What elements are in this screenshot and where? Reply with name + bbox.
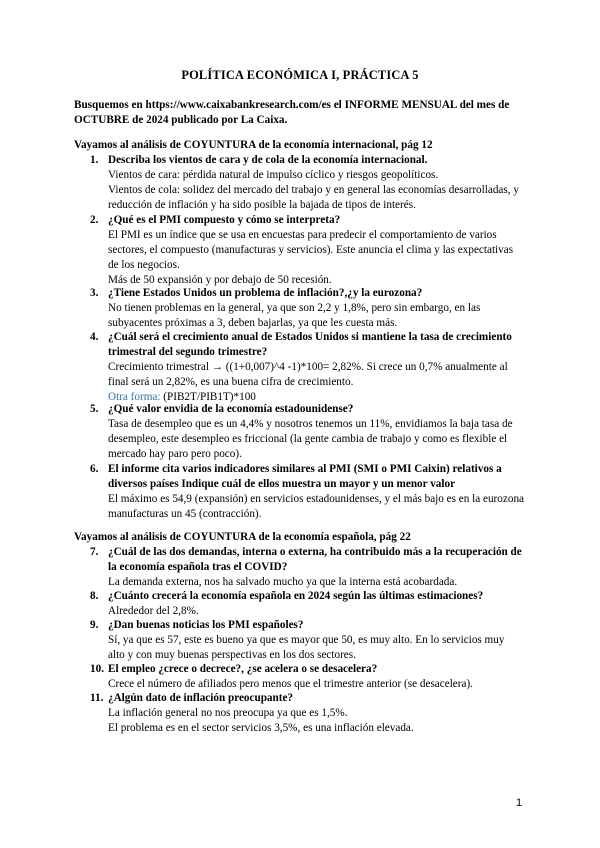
question-item	[90, 462, 524, 522]
intro-paragraph: Busquemos en https://www.caixabankresearch.com/es el INFORME MENSUAL del mes de OCTUBRE de 2024 publicado por La Caixa.	[74, 99, 510, 126]
question-text: ¿Algún dato de inflación preocupante?	[108, 692, 294, 704]
answer-text: Crece el número de afiliados pero menos que el trimestre anterior (se desacelera).	[108, 678, 473, 690]
page-number: 1	[516, 797, 523, 809]
question-number: 10.	[90, 663, 104, 675]
question-text: ¿Cuál de las dos demandas, interna o externa, ha contribuido más a la recuperación de la economía española tras el COVID?	[108, 546, 522, 573]
answer-text: Sí, ya que es 57, este es bueno ya que es mayor que 50, es muy alto. En lo servicios muy alto y con muy buenas perspectivas en los dos sectores.	[108, 634, 505, 661]
answer-text: La inflación general no nos preocupa ya que es 1,5%.	[108, 707, 348, 719]
other-method-label: Otra forma:	[108, 391, 161, 403]
question-item	[90, 691, 524, 736]
answer-text: La demanda externa, nos ha salvado mucho ya que la interna está acobardada.	[108, 576, 458, 588]
question-text: Describa los vientos de cara y de cola de la economía internacional.	[108, 154, 428, 166]
answer-text: Tasa de desempleo que es un 4,4% y nosotros tenemos un 11%, envidiamos la baja tasa de desempleo, este desempleo es friccional (la gente cambia de trabajo y como es flexible el mercado hay paro pero poco).	[108, 418, 513, 460]
question-item	[90, 545, 524, 590]
question-text: ¿Dan buenas noticias los PMI españoles?	[108, 619, 304, 631]
answer-text: No tienen problemas en la general, ya que son 2,2 y 1,8%, pero sin embargo, en las subyacentes próximas a 3, deben bajarlas, ya que les cuesta más.	[108, 302, 481, 329]
question-text: ¿Qué valor envidia de la economía estadounidense?	[108, 403, 354, 415]
question-item	[90, 402, 524, 462]
question-text: ¿Qué es el PMI compuesto y cómo se interpreta?	[108, 214, 341, 226]
question-number: 8.	[90, 590, 99, 602]
answer-text: Vientos de cola: solidez del mercado del trabajo y en general las economías desarrolladas, y reducción de inflación y ha sido posible la bajada de tipos de interés.	[108, 184, 519, 211]
question-number: 1.	[90, 154, 99, 166]
question-number: 4.	[90, 331, 99, 343]
answer-text: Crecimiento trimestral → ((1+0,007)^4 -1)*100= 2,82%. Si crece un 0,7% anualmente al final será un 2,82%, es una buena cifra de crecimiento.	[108, 361, 508, 388]
question-number: 3.	[90, 287, 99, 299]
question-number: 6.	[90, 463, 99, 475]
question-number: 2.	[90, 214, 99, 226]
section-heading-spain: Vayamos al análisis de COYUNTURA de la economía española, pág 22	[74, 531, 411, 543]
question-number: 5.	[90, 403, 99, 415]
question-item	[90, 286, 524, 331]
page-title: POLÍTICA ECONÓMICA I, PRÁCTICA 5	[181, 68, 419, 82]
question-item	[90, 589, 524, 619]
question-number: 11.	[90, 692, 104, 704]
other-method-formula: (PIB2T/PIB1T)*100	[160, 391, 256, 403]
question-number: 7.	[90, 546, 99, 558]
question-text: ¿Cuál será el crecimiento anual de Estados Unidos si mantiene la tasa de crecimiento trimestral del segundo trimestre?	[108, 331, 512, 358]
section-heading-international: Vayamos al análisis de COYUNTURA de la economía internacional, pág 12	[74, 139, 433, 151]
question-text: El empleo ¿crece o decrece?, ¿se acelera o se desacelera?	[108, 663, 378, 675]
question-number: 9.	[90, 619, 99, 631]
question-item	[90, 213, 524, 288]
question-item	[90, 330, 524, 405]
answer-text: Vientos de cara: pérdida natural de impulso cíclico y riesgos geopolíticos.	[108, 169, 439, 181]
question-text: ¿Cuánto crecerá la economía española en 2024 según las últimas estimaciones?	[108, 590, 484, 602]
answer-text: El PMI es un índice que se usa en encuestas para predecir el comportamiento de varios sectores, el compuesto (manufacturas y servicios). Este anuncia el clima y las expectativas de los negocios.	[108, 229, 514, 271]
question-text: ¿Tiene Estados Unidos un problema de inflación?,¿y la eurozona?	[108, 287, 423, 299]
answer-text: Más de 50 expansión y por debajo de 50 recesión.	[108, 274, 332, 286]
answer-text: El máximo es 54,9 (expansión) en servicios estadounidenses, y el más bajo es en la eurozona manufacturas un 45 (contracción).	[108, 493, 524, 520]
answer-text: Alrededor del 2,8%.	[108, 605, 199, 617]
answer-text: El problema es en el sector servicios 3,5%, es una inflación elevada.	[108, 722, 414, 734]
question-item	[90, 153, 524, 213]
question-item	[90, 662, 524, 692]
question-item	[90, 618, 524, 663]
question-text: El informe cita varios indicadores similares al PMI (SMI o PMI Caixin) relativos a diversos países Indique cuál de ellos muestra un mayor y un menor valor	[108, 463, 502, 490]
